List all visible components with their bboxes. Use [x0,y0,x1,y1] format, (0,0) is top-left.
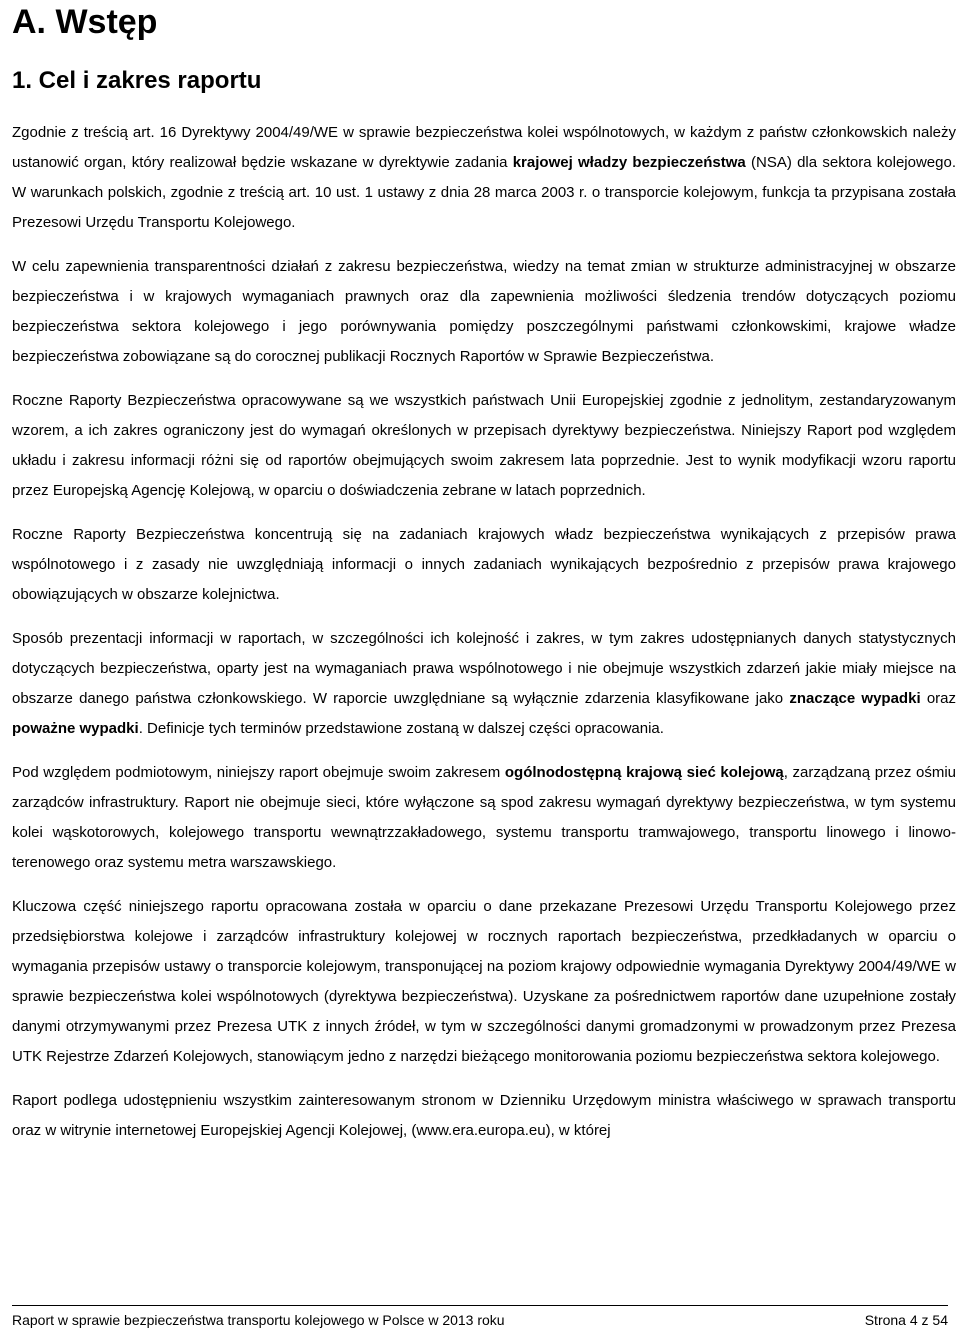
paragraph-8: Raport podlega udostępnieniu wszystkim zainteresowanym stronom w Dzienniku Urzędowym ministra właściwego w sprawach transportu oraz w witrynie internetowej Europejskiej Agencji Kolejowej, (www.era.europa.eu), w której [12,1092,956,1139]
paragraph-5-part-c: oraz [920,690,956,707]
paragraph-1 [12,118,956,238]
paragraph-3: Roczne Raporty Bezpieczeństwa opracowywane są we wszystkich państwach Unii Europejskiej zgodnie z jednolitym, zestandaryzowanym wzorem, a ich zakres ograniczony jest do wymagań określonych w przepisach dyrektywy bezpieczeństwa. Niniejszy Raport pod względem układu i zakresu informacji różni się od raportów obejmujących swoim zakresem lata poprzednie. Jest to wynik modyfikacji wzoru raportu przez Europejską Agencję Kolejową, w oparciu o doświadczenia zebrane w latach poprzednich. [12,392,956,499]
paragraph-5 [12,624,956,744]
paragraph-5-bold-serious: poważne wypadki [12,720,139,737]
page-footer [12,1305,948,1329]
paragraph-6-part-c: , zarządzaną przez ośmiu zarządców infrastruktury. Raport nie obejmuje sieci, które wyłączone są spod zakresu wymagań dyrektywy bezpieczeństwa, w tym systemu kolei wąskotorowych, kolejowego transportu wewnątrzzakładowego, systemu transportu tramwajowego, transportu linowego i linowo-terenowego oraz systemu metra warszawskiego. [12,764,956,871]
paragraph-5-part-e: . Definicje tych terminów przedstawione zostaną w dalszej części opracowania. [138,720,664,737]
paragraph-5-bold-significant: znaczące wypadki [789,690,921,707]
paragraph-1-part-c: (NSA) dla sektora kolejowego. W warunkach polskich, zgodnie z treścią art. 10 ust. 1 ustawy z dnia 28 marca 2003 r. o transporcie kolejowym, funkcja ta przypisana została Prezesowi Urzędu Transportu Kolejowego. [12,154,956,231]
paragraph-4: Roczne Raporty Bezpieczeństwa koncentrują się na zadaniach krajowych władz bezpieczeństwa wynikających z przepisów prawa wspólnotowego i z zasady nie uwzględniają informacji o innych zadaniach wynikających bezpośrednio z przepisów prawa krajowego obowiązujących w obszarze kolejnictwa. [12,526,956,603]
paragraph-1-part-a: Zgodnie z treścią art. 16 Dyrektywy 2004/49/WE w sprawie bezpieczeństwa kolei wspólnotowych, w każdym z państw członkowskich należy ustanowić organ, który realizował będzie wskazane w dyrektywie zadania [12,124,956,171]
paragraph-7: Kluczowa część niniejszego raportu opracowana została w oparciu o dane przekazane Prezesowi Urzędu Transportu Kolejowego przez przedsiębiorstwa kolejowe i zarządców infrastruktury kolejowej w rocznych raportach bezpieczeństwa, przedkładanych w oparciu o wymagania przepisów ustawy o transporcie kolejowym, transponującej na poziom krajowy odpowiednie wymagania Dyrektywy 2004/49/WE w sprawie bezpieczeństwa kolei wspólnotowych (dyrektywa bezpieczeństwa). Uzyskane za pośrednictwem raportów dane uzupełnione zostały danymi otrzymywanymi przez Prezesa UTK z innych źródeł, w tym w szczególności danymi gromadzonymi w prowadzonym przez Prezesa UTK Rejestrze Zdarzeń Kolejowych, stanowiącym jedno z narzędzi bieżącego monitorowania poziomu bezpieczeństwa sektora kolejowego. [12,898,956,1065]
body-text [12,118,956,1160]
paragraph-1-bold-nsa: krajowej władzy bezpieczeństwa [512,154,746,171]
paragraph-5-part-a: Sposób prezentacji informacji w raportach, w szczególności ich kolejność i zakres, w tym zakres udostępnianych danych statystycznych dotyczących bezpieczeństwa, oparty jest na wymaganiach prawa wspólnotowego i nie obejmuje wszystkich zdarzeń jakie miały miejsce na obszarze danego państwa członkowskiego. W raporcie uwzględniane są wyłącznie zdarzenia klasyfikowane jako [12,630,956,707]
section-title: 1. Cel i zakres raportu [12,67,262,94]
footer-report-title: Raport w sprawie bezpieczeństwa transportu kolejowego w Polsce w 2013 roku [12,1312,505,1328]
footer-page-number: Strona 4 z 54 [864,1312,948,1328]
paragraph-6-bold-network: ogólnodostępną krajową sieć kolejową [504,764,784,781]
chapter-title: A. Wstęp [12,3,158,41]
paragraph-2: W celu zapewnienia transparentności działań z zakresu bezpieczeństwa, wiedzy na temat zmian w strukturze administracyjnej w obszarze bezpieczeństwa i w krajowych wymaganiach prawnych oraz dla zapewnienia możliwości śledzenia trendów dotyczących poziomu bezpieczeństwa sektora kolejowego i jego porównywania pomiędzy poszczególnymi państwami członkowskimi, krajowe władze bezpieczeństwa zobowiązane są do corocznej publikacji Rocznych Raportów w Sprawie Bezpieczeństwa. [12,258,956,365]
paragraph-6-part-a: Pod względem podmiotowym, niniejszy raport obejmuje swoim zakresem [12,764,505,781]
paragraph-6 [12,758,956,878]
